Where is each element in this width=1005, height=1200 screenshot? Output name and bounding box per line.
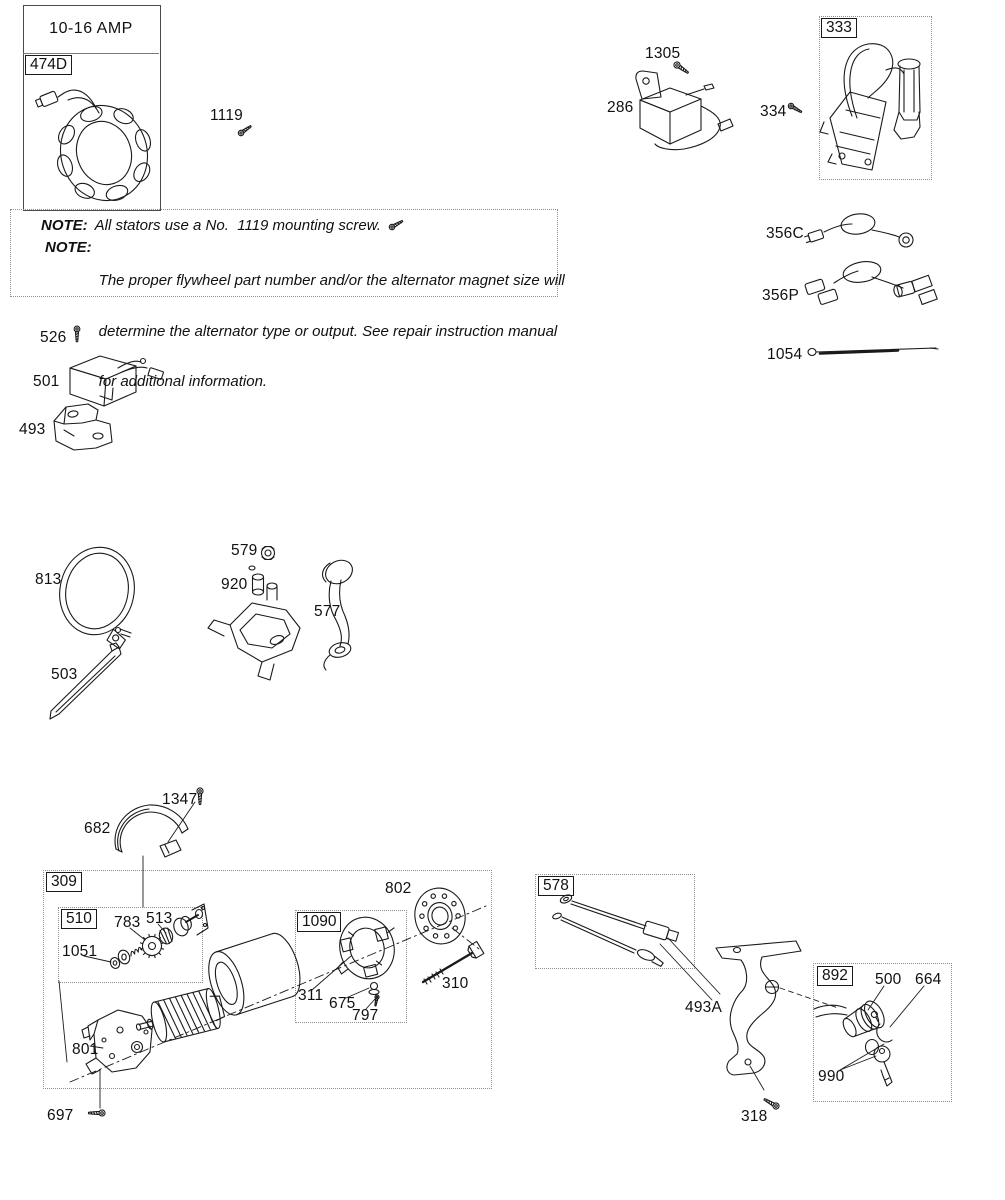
part-label-577: 577 — [314, 603, 341, 620]
group-tag-333: 333 — [821, 18, 857, 38]
part-label-783: 783 — [114, 914, 141, 931]
part-label-526: 526 — [40, 329, 67, 346]
note1-label: NOTE: — [41, 217, 88, 234]
screw-318-drawing — [763, 1097, 780, 1111]
part-label-500: 500 — [875, 971, 902, 988]
note2-text: The proper flywheel part number and/or the alternator magnet size will determine the alternator type or output. See repair instruction manual for additional information. — [98, 272, 565, 390]
part-label-682: 682 — [84, 820, 111, 837]
part-label-513: 513 — [146, 910, 173, 927]
part-label-990: 990 — [818, 1068, 845, 1085]
stator-drawing — [35, 90, 165, 214]
ignition-switch-drawing — [814, 998, 892, 1086]
module-501-drawing — [70, 356, 164, 406]
part-label-579: 579 — [231, 542, 258, 559]
ignition-coil-drawing — [820, 44, 920, 170]
part-label-813: 813 — [35, 571, 62, 588]
module-286-drawing — [636, 71, 733, 150]
part-label-1119: 1119 — [210, 107, 243, 124]
armature-drawing — [132, 986, 227, 1047]
part-label-311: 311 — [298, 987, 324, 1004]
lever-577-drawing — [321, 556, 356, 670]
end-cap-801-drawing — [82, 1010, 152, 1074]
part-label-1054: 1054 — [767, 346, 803, 363]
assembly-920-drawing — [208, 566, 300, 680]
group-tag-578: 578 — [538, 876, 574, 896]
bolt-310-drawing — [423, 941, 484, 984]
screw-526-drawing — [74, 326, 80, 342]
part-label-356C: 356C — [766, 225, 804, 242]
bracket-493A-drawing — [716, 941, 801, 1075]
group-tag-1090: 1090 — [297, 912, 341, 932]
nut-579-drawing — [262, 547, 275, 560]
part-label-802: 802 — [385, 880, 412, 897]
part-label-356P: 356P — [762, 287, 799, 304]
group-tag-892: 892 — [817, 966, 853, 986]
part-label-503: 503 — [51, 666, 78, 683]
amp-rating-label: 10-16 AMP — [49, 20, 133, 37]
part-label-1305: 1305 — [645, 45, 681, 62]
part-label-318: 318 — [741, 1108, 768, 1125]
part-label-675: 675 — [329, 995, 356, 1012]
screw-1305-drawing — [673, 61, 690, 76]
screw-1119-drawing — [237, 124, 252, 137]
keys-990-drawing — [866, 1040, 893, 1087]
strip-503-drawing — [50, 643, 121, 719]
group-tag-474d: 474D — [25, 55, 72, 75]
screw-697-drawing — [89, 1110, 106, 1116]
cables-578-drawing — [552, 893, 679, 966]
part-label-493A: 493A — [685, 999, 722, 1016]
part-label-1051: 1051 — [62, 943, 98, 960]
screw-1347-drawing — [197, 788, 203, 805]
plate-802-drawing — [410, 883, 471, 948]
drive-components-drawing — [109, 904, 208, 970]
cover-682-drawing — [115, 805, 188, 857]
harness-356P-drawing — [805, 259, 938, 305]
screw-334-drawing — [787, 102, 802, 114]
group-tag-510: 510 — [61, 909, 97, 929]
wire-356C-drawing — [804, 212, 913, 247]
center-lines — [70, 906, 486, 1082]
part-label-493: 493 — [19, 421, 46, 438]
part-label-920: 920 — [221, 576, 248, 593]
part-label-664: 664 — [915, 971, 942, 988]
group-tag-309: 309 — [46, 872, 82, 892]
note2-label: NOTE: — [45, 239, 92, 256]
part-label-310: 310 — [442, 975, 469, 992]
part-label-801: 801 — [72, 1041, 99, 1058]
note-screw-drawing — [388, 219, 403, 231]
cable-tie-1054-drawing — [808, 348, 938, 356]
brush-card-drawing — [327, 910, 404, 1006]
part-label-697: 697 — [47, 1107, 74, 1124]
bracket-493-drawing — [54, 404, 112, 450]
note1-text: All stators use a No. 1119 mounting screw. — [94, 217, 381, 234]
part-label-286: 286 — [607, 99, 634, 116]
part-label-501: 501 — [33, 373, 60, 390]
part-label-334: 334 — [760, 103, 787, 120]
clamp-813-drawing — [50, 540, 143, 649]
part-label-1347: 1347 — [162, 791, 198, 808]
leader-lines — [59, 802, 924, 1108]
part-label-797: 797 — [352, 1007, 379, 1024]
